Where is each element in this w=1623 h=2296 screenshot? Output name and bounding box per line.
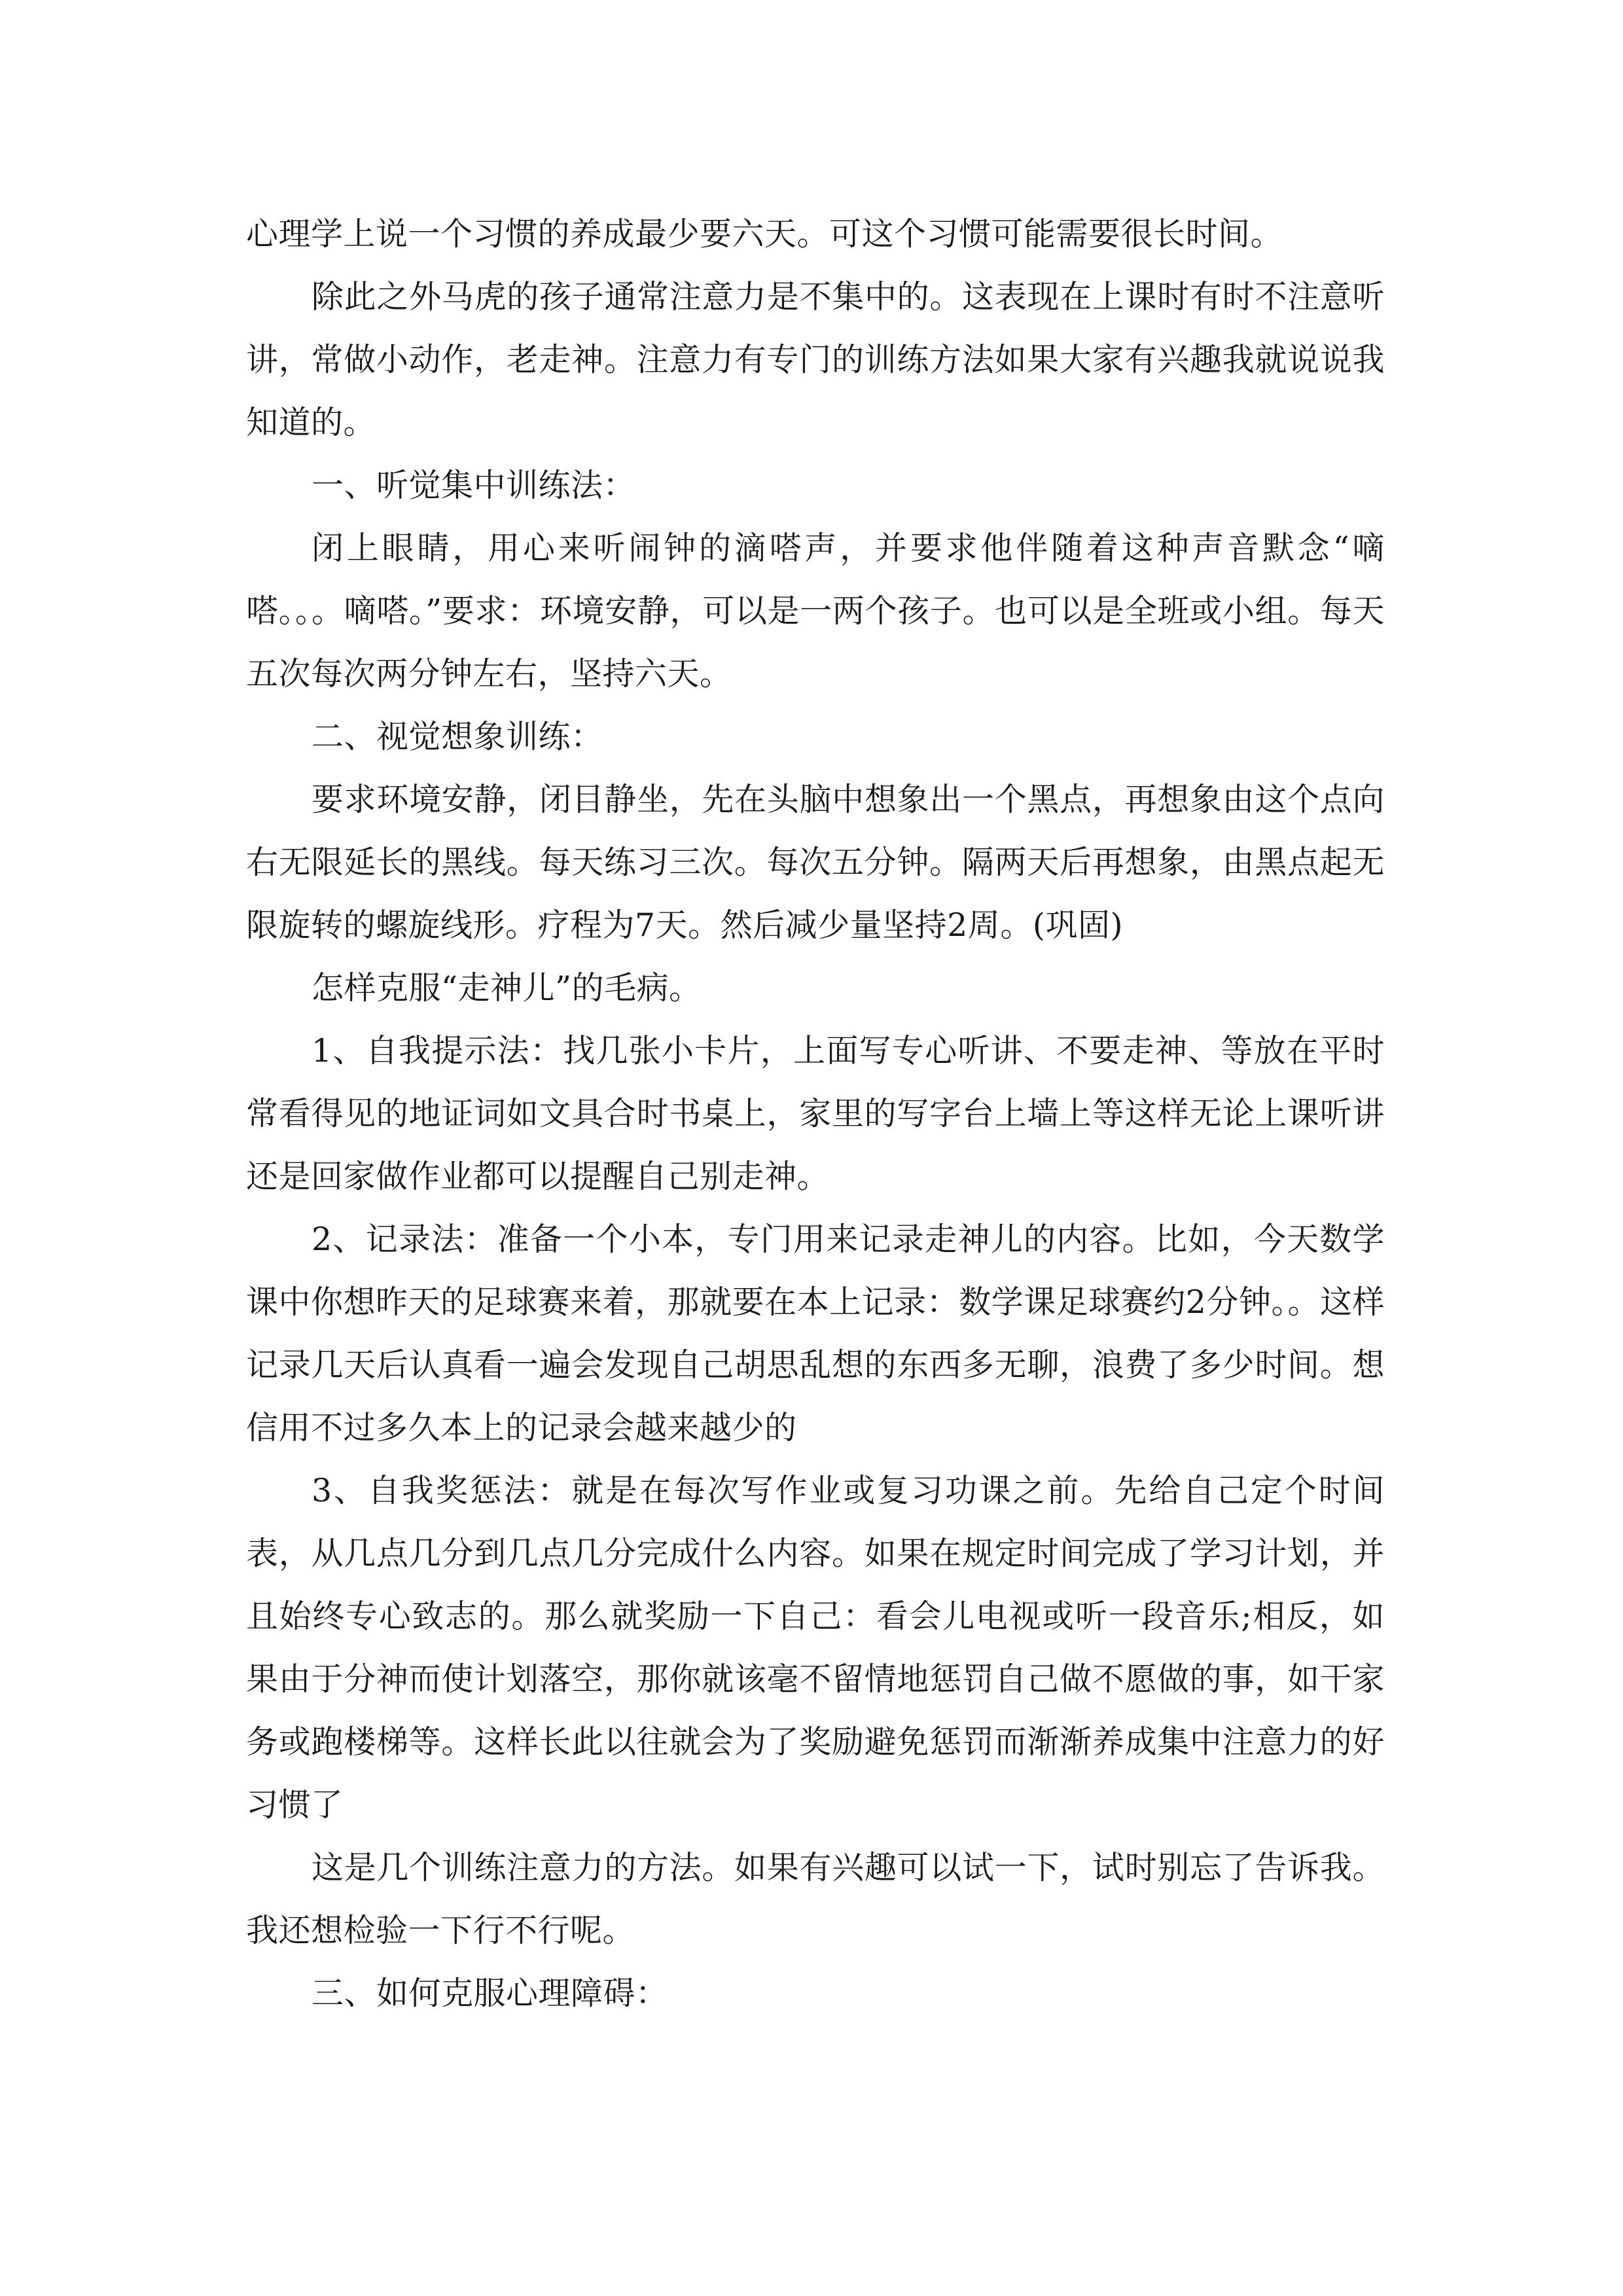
paragraph-auditory-method: 闭上眼睛，用心来听闹钟的滴嗒声，并要求他伴随着这种声音默念“嘀嗒。。。嘀嗒。”要求：环境安静，可以是一两个孩子。也可以是全班或小组。每天五次每次两分钟左右，坚持六天。	[246, 529, 1385, 692]
paragraph-attention-intro: 除此之外马虎的孩子通常注意力是不集中的。这表现在上课时有时不注意听讲，常做小动作，老走神。注意力有专门的训练方法如果大家有兴趣我就说说我知道的。	[246, 278, 1385, 441]
heading-overcome-distraction: 怎样克服“走神儿”的毛病。	[312, 969, 702, 1007]
heading-auditory-training: 一、听觉集中训练法：	[312, 467, 636, 504]
paragraph-recording-method: 2、记录法：准备一个小本，专门用来记录走神儿的内容。比如，今天数学课中你想昨天的足球赛来着，那就要在本上记录：数学课足球赛约2分钟。。这样记录几天后认真看一遍会发现自己胡思乱想的东西多无聊，浪费了多少时间。想信用不过多久本上的记录会越来越少的	[246, 1221, 1385, 1446]
paragraph-visual-method: 要求环境安静，闭目静坐，先在头脑中想象出一个黑点，再想象由这个点向右无限延长的黑线。每天练习三次。每次五分钟。隔两天后再想象，由黑点起无限旋转的螺旋线形。疗程为7天。然后减少量坚持2周。(巩固)	[246, 781, 1385, 944]
paragraph-habit-formation: 心理学上说一个习惯的养成最少要六天。可这个习惯可能需要很长时间。	[246, 215, 1283, 253]
document-body	[246, 203, 1385, 2025]
heading-psychological-barrier: 三、如何克服心理障碍：	[312, 1975, 668, 2012]
paragraph-summary: 这是几个训练注意力的方法。如果有兴趣可以试一下，试时别忘了告诉我。我还想检验一下行不行呢。	[246, 1849, 1385, 1949]
paragraph-self-prompt: 1、自我提示法：找几张小卡片，上面写专心听讲、不要走神、等放在平时常看得见的地证词如文具合时书桌上，家里的写字台上墙上等这样无论上课听讲还是回家做作业都可以提醒自己别走神。	[246, 1032, 1385, 1195]
heading-visual-training: 二、视觉想象训练：	[312, 718, 603, 755]
paragraph-reward-punishment: 3、自我奖惩法：就是在每次写作业或复习功课之前。先给自己定个时间表，从几点几分到几点几分完成什么内容。如果在规定时间完成了学习计划，并且始终专心致志的。那么就奖励一下自己：看会儿电视或听一段音乐;相反，如果由于分神而使计划落空，那你就该毫不留情地惩罚自己做不愿做的事，如干家务或跑楼梯等。这样长此以往就会为了奖励避免惩罚而渐渐养成集中注意力的好习惯了	[246, 1472, 1385, 1823]
